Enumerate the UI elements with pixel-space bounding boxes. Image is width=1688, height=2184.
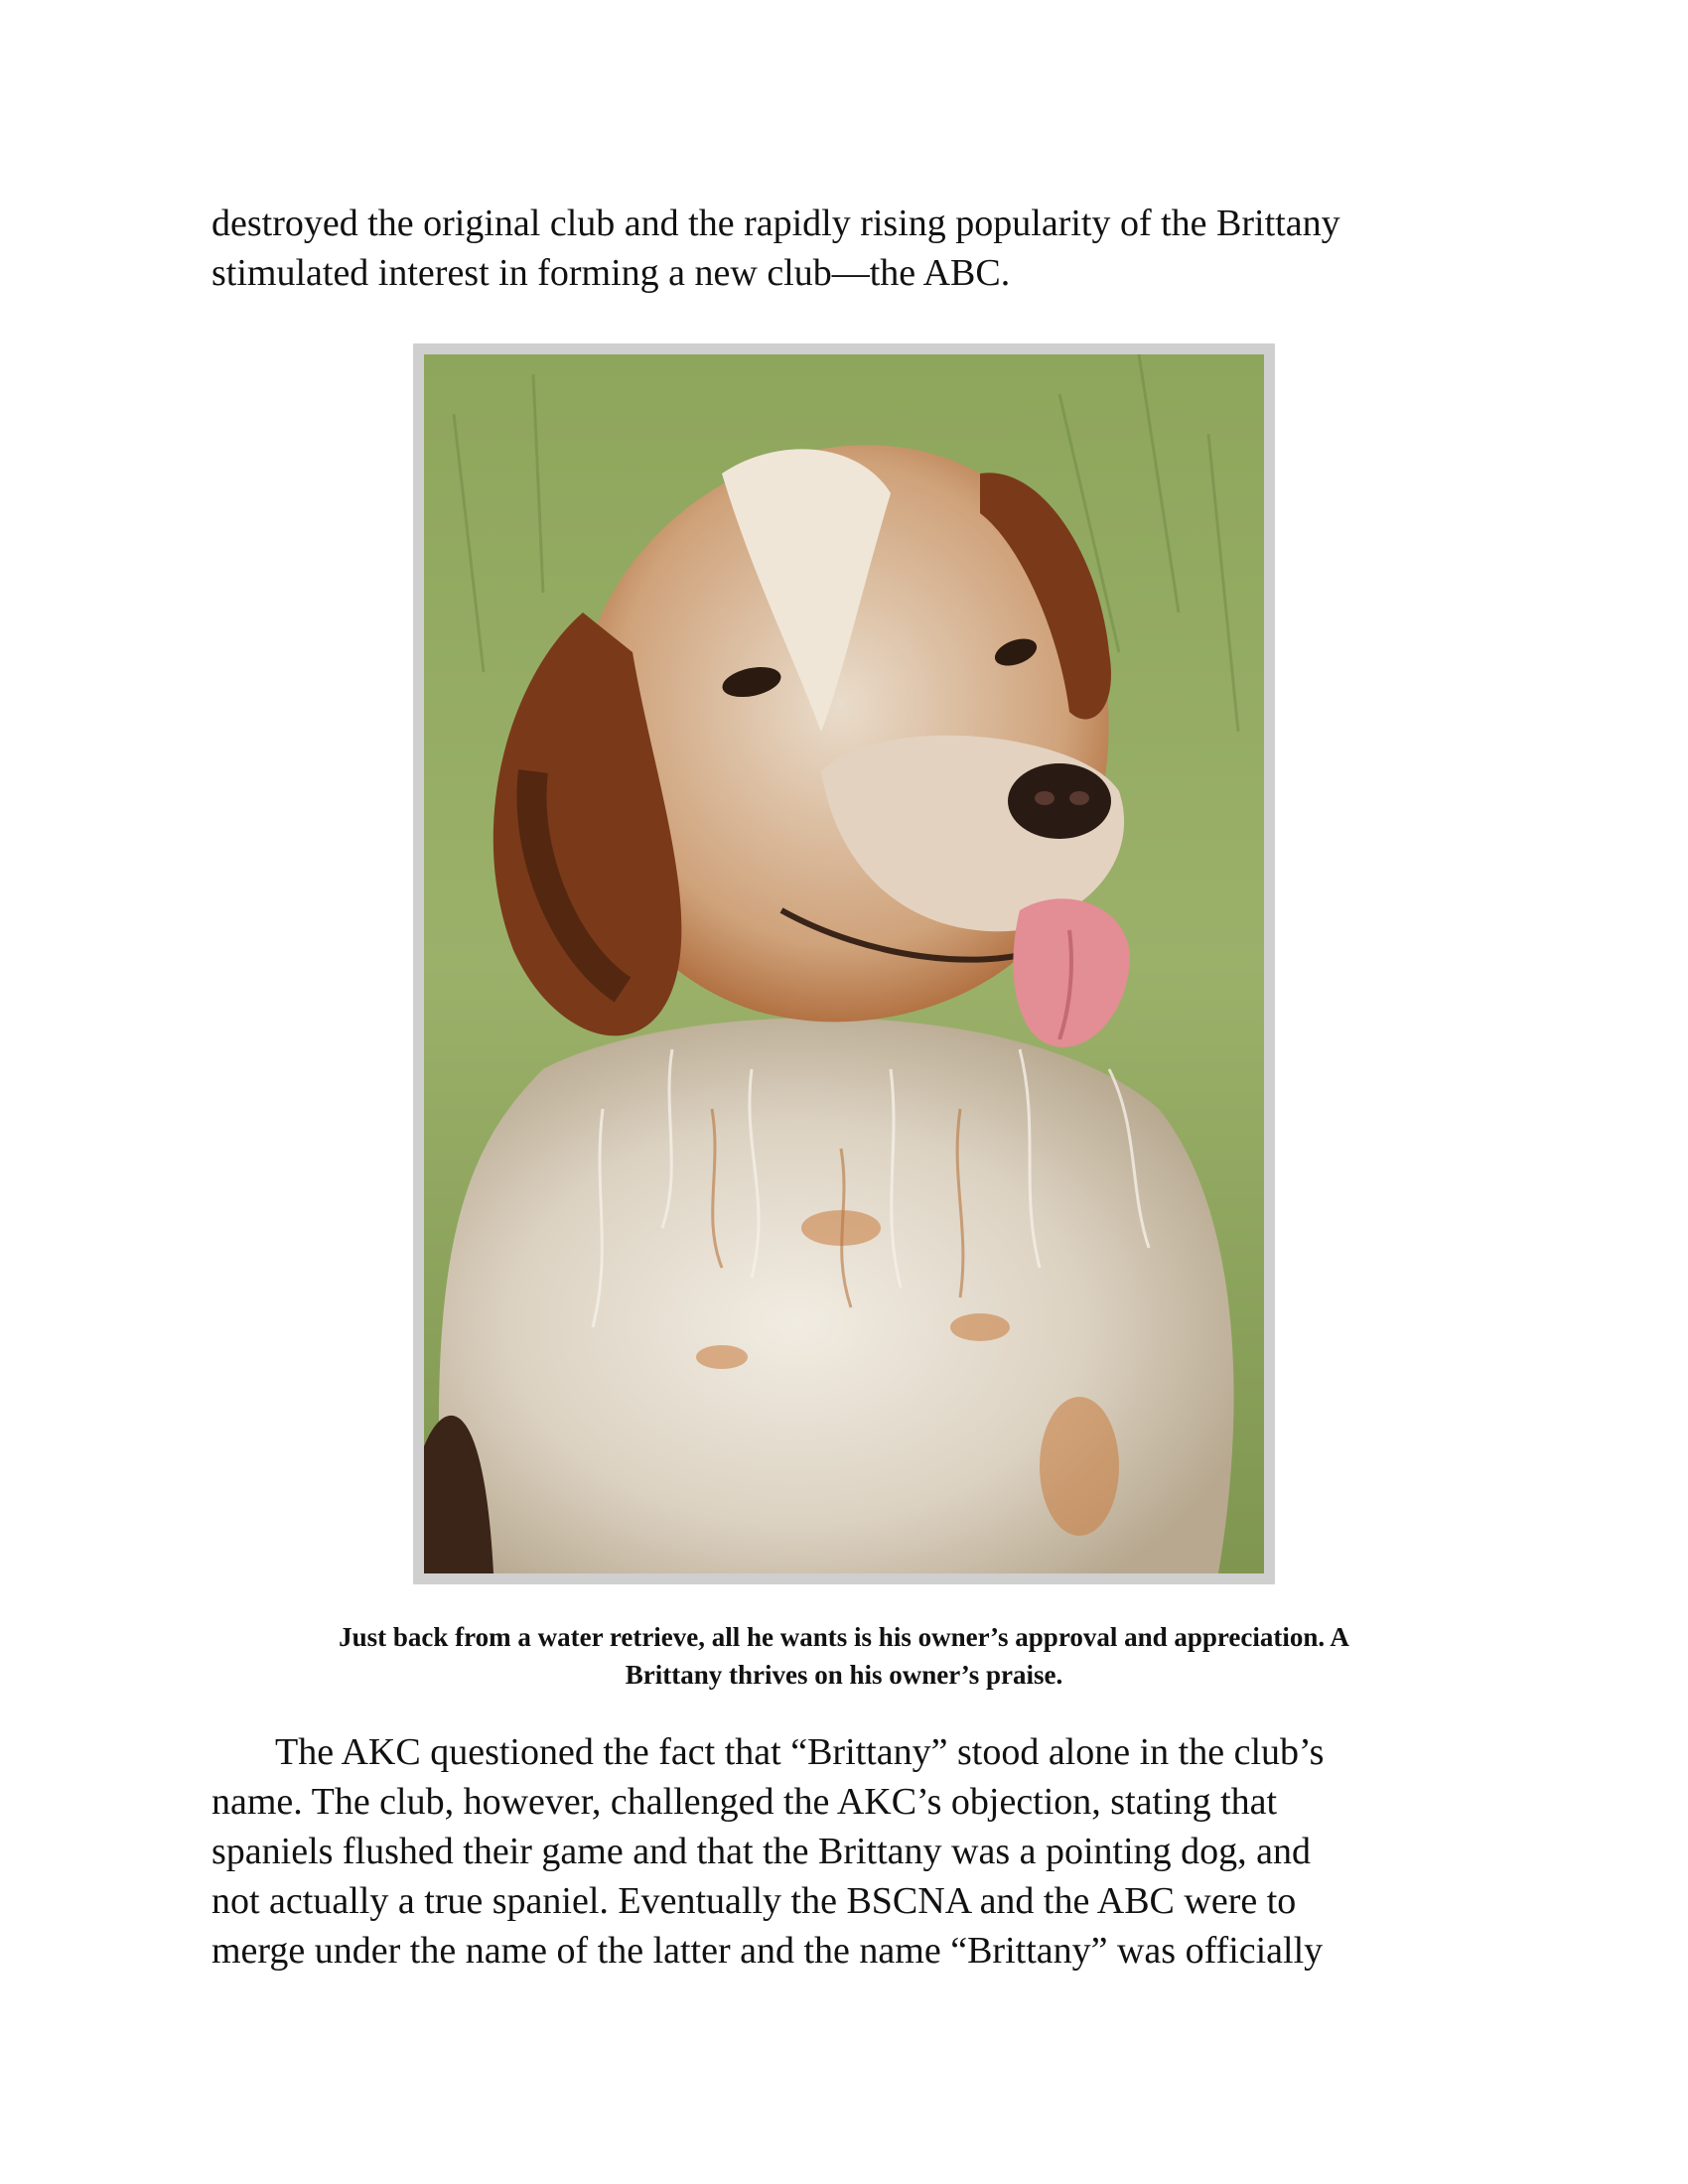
text-line: spaniels flushed their game and that the Brittany was a pointing dog, and (211, 1831, 1312, 1872)
text-line: stimulated interest in forming a new club—the ABC. (211, 252, 1011, 294)
brittany-dog-photo (424, 354, 1264, 1573)
photo-frame (413, 343, 1275, 1584)
text-line: merge under the name of the latter and the name “Brittany” was officially (211, 1930, 1324, 1972)
caption-line: Brittany thrives on his owner’s praise. (625, 1660, 1063, 1690)
text-line: The AKC questioned the fact that “Brittany” stood alone in the club’s (275, 1731, 1325, 1773)
text-line: destroyed the original club and the rapidly rising popularity of the Brittany (211, 203, 1340, 244)
text-line: name. The club, however, challenged the AKC’s objection, stating that (211, 1781, 1278, 1823)
text-line: not actually a true spaniel. Eventually the BSCNA and the ABC were to (211, 1880, 1297, 1922)
body-paragraph-top (211, 199, 1522, 298)
body-paragraph-bottom (211, 1727, 1522, 1976)
caption-line: Just back from a water retrieve, all he wants is his owner’s approval and appreciation. A (339, 1622, 1349, 1652)
figure-caption (211, 1618, 1477, 1694)
